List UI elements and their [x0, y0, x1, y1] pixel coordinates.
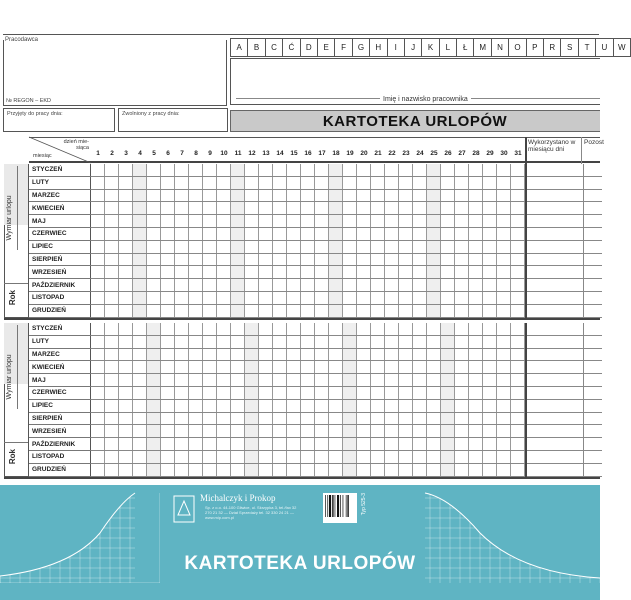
- year-divider: [4, 283, 28, 284]
- form-type-code: Typ 525-3: [361, 493, 367, 516]
- day-header: 7: [180, 149, 184, 157]
- day-column[interactable]: [357, 323, 371, 477]
- day-header: 23: [402, 149, 410, 157]
- day-column[interactable]: [497, 323, 511, 477]
- day-column[interactable]: [315, 164, 329, 318]
- month-label: PAŹDZIERNIK: [29, 279, 91, 292]
- day-column[interactable]: [231, 164, 245, 318]
- day-header: 21: [374, 149, 382, 157]
- summary-row-divider: [527, 278, 602, 279]
- row-divider: [91, 348, 525, 349]
- summary-row-divider: [527, 176, 602, 177]
- row-divider: [91, 265, 525, 266]
- row-divider: [91, 214, 525, 215]
- summary-row-divider: [527, 227, 602, 228]
- month-label: PAŹDZIERNIK: [29, 438, 91, 451]
- employee-name-label: Imię i nazwisko pracownika: [380, 96, 471, 103]
- summary-row-divider: [527, 253, 602, 254]
- employer-label: Pracodawca: [5, 37, 39, 43]
- day-column[interactable]: [133, 323, 147, 477]
- used-days-label: Wykorzystano w miesiącu dni: [528, 139, 576, 153]
- alphabet-letter: I: [387, 38, 405, 57]
- day-column[interactable]: [315, 323, 329, 477]
- month-label: SIERPIEŃ: [29, 254, 91, 267]
- page-title: KARTOTEKA URLOPÓW: [322, 112, 508, 130]
- summary-row-divider: [527, 412, 602, 413]
- day-column[interactable]: [329, 164, 343, 318]
- day-column[interactable]: [259, 323, 273, 477]
- day-header: 17: [318, 149, 326, 157]
- regon-label: № REGON – EKD: [6, 98, 52, 104]
- alphabet-letter: N: [491, 38, 509, 57]
- day-column[interactable]: [371, 164, 385, 318]
- leave-grid[interactable]: [91, 164, 525, 318]
- year-divider: [4, 442, 28, 443]
- day-header: 13: [262, 149, 270, 157]
- corner-day-label: dzień mie- siąca: [63, 139, 89, 151]
- summary-row-divider: [527, 424, 602, 425]
- month-label: STYCZEŃ: [29, 164, 91, 177]
- summary-row-divider: [527, 265, 602, 266]
- day-header: 27: [458, 149, 466, 157]
- day-column[interactable]: [413, 323, 427, 477]
- month-label: LISTOPAD: [29, 292, 91, 305]
- entitlement-label: Wymiar urlopu: [6, 354, 13, 400]
- alphabet-letter: B: [247, 38, 265, 57]
- alphabet-letter: F: [334, 38, 352, 57]
- day-column[interactable]: [399, 164, 413, 318]
- day-column[interactable]: [441, 323, 455, 477]
- header-summary-split: [525, 137, 527, 164]
- day-column[interactable]: [245, 164, 259, 318]
- alphabet-letter: H: [369, 38, 387, 57]
- alphabet-letter: W: [613, 38, 631, 57]
- month-label: WRZESIEŃ: [29, 425, 91, 438]
- month-label: WRZESIEŃ: [29, 266, 91, 279]
- row-divider: [91, 373, 525, 374]
- alphabet-letter: D: [300, 38, 318, 57]
- alphabet-letter: S: [560, 38, 578, 57]
- leave-grid[interactable]: [91, 323, 525, 477]
- month-label: LUTY: [29, 336, 91, 349]
- day-column[interactable]: [469, 164, 483, 318]
- month-label: LISTOPAD: [29, 451, 91, 464]
- day-column[interactable]: [231, 323, 245, 477]
- corner-month-label: miesiąc: [33, 153, 52, 159]
- summary-row-divider: [527, 463, 602, 464]
- day-header: 30: [500, 149, 508, 157]
- day-column[interactable]: [119, 323, 133, 477]
- summary-row-divider: [527, 291, 602, 292]
- day-column[interactable]: [469, 323, 483, 477]
- month-label: CZERWIEC: [29, 387, 91, 400]
- day-header: 2: [110, 149, 114, 157]
- summary-row-divider: [527, 335, 602, 336]
- block-bottom-rule: [4, 477, 600, 479]
- day-column[interactable]: [91, 323, 105, 477]
- day-header: 3: [124, 149, 128, 157]
- year-label: Rok: [8, 448, 17, 464]
- day-header: 8: [194, 149, 198, 157]
- row-divider: [91, 360, 525, 361]
- day-column[interactable]: [189, 164, 203, 318]
- barcode: [323, 493, 357, 523]
- month-label: MARZEC: [29, 349, 91, 362]
- publisher-logo-icon: [173, 495, 195, 523]
- day-header: 26: [444, 149, 452, 157]
- month-label: GRUDZIEŃ: [29, 305, 91, 318]
- row-divider: [91, 278, 525, 279]
- alphabet-letter: E: [317, 38, 335, 57]
- day-column[interactable]: [343, 164, 357, 318]
- month-label: LIPIEC: [29, 241, 91, 254]
- alphabet-letter: T: [578, 38, 596, 57]
- year-label: Rok: [8, 289, 17, 305]
- summary-row-divider: [527, 214, 602, 215]
- day-header: 9: [208, 149, 212, 157]
- day-column[interactable]: [287, 323, 301, 477]
- summary-row-divider: [527, 189, 602, 190]
- alphabet-letter: O: [508, 38, 526, 57]
- block-bottom-rule: [4, 318, 600, 320]
- summary-split: [583, 164, 584, 318]
- day-header: 4: [138, 149, 142, 157]
- day-column[interactable]: [455, 323, 469, 477]
- hire-date-field[interactable]: [3, 108, 115, 132]
- row-divider: [91, 412, 525, 413]
- day-column[interactable]: [301, 164, 315, 318]
- header-top-rule: [3, 34, 599, 35]
- row-divider: [91, 424, 525, 425]
- summary-row-divider: [527, 373, 602, 374]
- header-remaining-split: [581, 137, 582, 164]
- day-header: 14: [276, 149, 284, 157]
- summary-row-divider: [527, 360, 602, 361]
- day-column[interactable]: [343, 323, 357, 477]
- row-divider: [91, 253, 525, 254]
- summary-row-divider: [527, 437, 602, 438]
- day-column[interactable]: [175, 164, 189, 318]
- summary-columns[interactable]: [525, 164, 602, 318]
- day-header: 6: [166, 149, 170, 157]
- day-column[interactable]: [147, 164, 161, 318]
- day-column[interactable]: [259, 164, 273, 318]
- day-column[interactable]: [245, 323, 259, 477]
- row-divider: [91, 437, 525, 438]
- day-column[interactable]: [105, 323, 119, 477]
- month-label: MARZEC: [29, 190, 91, 203]
- row-divider: [91, 399, 525, 400]
- remaining-days-label: Pozost: [584, 139, 604, 146]
- day-header: 5: [152, 149, 156, 157]
- alphabet-letter: J: [404, 38, 422, 57]
- day-header: 31: [514, 149, 522, 157]
- day-column[interactable]: [385, 323, 399, 477]
- row-divider: [91, 335, 525, 336]
- day-column[interactable]: [217, 164, 231, 318]
- day-column[interactable]: [203, 323, 217, 477]
- entitlement-field[interactable]: [17, 166, 28, 250]
- summary-row-divider: [527, 348, 602, 349]
- day-header: 18: [332, 149, 340, 157]
- day-column[interactable]: [91, 164, 105, 318]
- row-divider: [91, 240, 525, 241]
- day-column[interactable]: [287, 164, 301, 318]
- hire-date-label: Przyjęty do pracy dnia:: [7, 111, 63, 117]
- alphabet-letter: L: [439, 38, 457, 57]
- summary-row-divider: [527, 399, 602, 400]
- row-divider: [91, 176, 525, 177]
- month-label: LUTY: [29, 177, 91, 190]
- day-header: 29: [486, 149, 494, 157]
- day-column[interactable]: [119, 164, 133, 318]
- day-column[interactable]: [175, 323, 189, 477]
- entitlement-label: Wymiar urlopu: [6, 195, 13, 241]
- entitlement-field[interactable]: [17, 325, 28, 409]
- row-divider: [91, 189, 525, 190]
- month-label: CZERWIEC: [29, 228, 91, 241]
- day-header: 25: [430, 149, 438, 157]
- alphabet-letter: G: [352, 38, 370, 57]
- day-column[interactable]: [511, 323, 525, 477]
- month-label: LIPIEC: [29, 400, 91, 413]
- row-divider: [91, 450, 525, 451]
- day-header: 10: [220, 149, 228, 157]
- day-column[interactable]: [329, 323, 343, 477]
- day-column[interactable]: [511, 164, 525, 318]
- day-column[interactable]: [441, 164, 455, 318]
- day-header: 1: [96, 149, 100, 157]
- day-column[interactable]: [133, 164, 147, 318]
- day-column[interactable]: [301, 323, 315, 477]
- row-divider: [91, 291, 525, 292]
- day-column[interactable]: [399, 323, 413, 477]
- day-header: 15: [290, 149, 298, 157]
- month-label: GRUDZIEŃ: [29, 464, 91, 477]
- alphabet-letter: R: [543, 38, 561, 57]
- summary-row-divider: [527, 450, 602, 451]
- alphabet-letter: Ł: [456, 38, 474, 57]
- day-column[interactable]: [189, 323, 203, 477]
- row-divider: [91, 227, 525, 228]
- day-column[interactable]: [371, 323, 385, 477]
- row-divider: [91, 463, 525, 464]
- day-column[interactable]: [413, 164, 427, 318]
- day-column[interactable]: [385, 164, 399, 318]
- summary-split: [583, 323, 584, 477]
- release-date-label: Zwolniony z pracy dnia:: [122, 111, 180, 117]
- day-column[interactable]: [203, 164, 217, 318]
- day-header: 16: [304, 149, 312, 157]
- day-column[interactable]: [357, 164, 371, 318]
- row-divider: [91, 304, 525, 305]
- alphabet-index: [230, 38, 630, 55]
- summary-row-divider: [527, 304, 602, 305]
- month-label: SIERPIEŃ: [29, 413, 91, 426]
- month-label: STYCZEŃ: [29, 323, 91, 336]
- publisher-name: Michalczyk i Prokop: [200, 493, 276, 503]
- day-column[interactable]: [427, 164, 441, 318]
- day-header: 20: [360, 149, 368, 157]
- publisher-address: Sp. z o.o. 44-100 Gliwice, ul. Skrzypka 3, tel./fax 32 270 21 32 — Dział Sprzedaży tel. 32 330 24 21 — www.mip.com.pl: [205, 505, 297, 520]
- row-divider: [91, 386, 525, 387]
- day-header: 11: [234, 149, 242, 157]
- summary-columns[interactable]: [525, 323, 602, 477]
- day-column[interactable]: [483, 164, 497, 318]
- day-column[interactable]: [105, 164, 119, 318]
- day-column[interactable]: [483, 323, 497, 477]
- employer-box[interactable]: [3, 40, 227, 106]
- alphabet-letter: U: [595, 38, 613, 57]
- day-column[interactable]: [147, 323, 161, 477]
- alphabet-letter: P: [526, 38, 544, 57]
- day-column[interactable]: [217, 323, 231, 477]
- barcode-icon: [323, 493, 357, 523]
- day-column[interactable]: [273, 323, 287, 477]
- release-date-field[interactable]: [118, 108, 228, 132]
- alphabet-letter: C: [265, 38, 283, 57]
- day-column[interactable]: [161, 164, 175, 318]
- summary-row-divider: [527, 201, 602, 202]
- summary-row-divider: [527, 240, 602, 241]
- alphabet-letter: Ć: [282, 38, 300, 57]
- month-label: MAJ: [29, 374, 91, 387]
- day-column[interactable]: [455, 164, 469, 318]
- day-header: 12: [248, 149, 256, 157]
- day-header: 28: [472, 149, 480, 157]
- summary-row-divider: [527, 386, 602, 387]
- month-label: MAJ: [29, 215, 91, 228]
- row-divider: [91, 201, 525, 202]
- month-label: KWIECIEŃ: [29, 361, 91, 374]
- alphabet-letter: M: [473, 38, 491, 57]
- day-column[interactable]: [497, 164, 511, 318]
- month-label: KWIECIEŃ: [29, 202, 91, 215]
- day-column[interactable]: [427, 323, 441, 477]
- day-column[interactable]: [161, 323, 175, 477]
- day-header: 24: [416, 149, 424, 157]
- day-column[interactable]: [273, 164, 287, 318]
- day-header: 22: [388, 149, 396, 157]
- day-header: 19: [346, 149, 354, 157]
- footer-title: KARTOTEKA URLOPÓW: [184, 553, 416, 574]
- alphabet-letter: K: [421, 38, 439, 57]
- alphabet-letter: A: [230, 38, 248, 57]
